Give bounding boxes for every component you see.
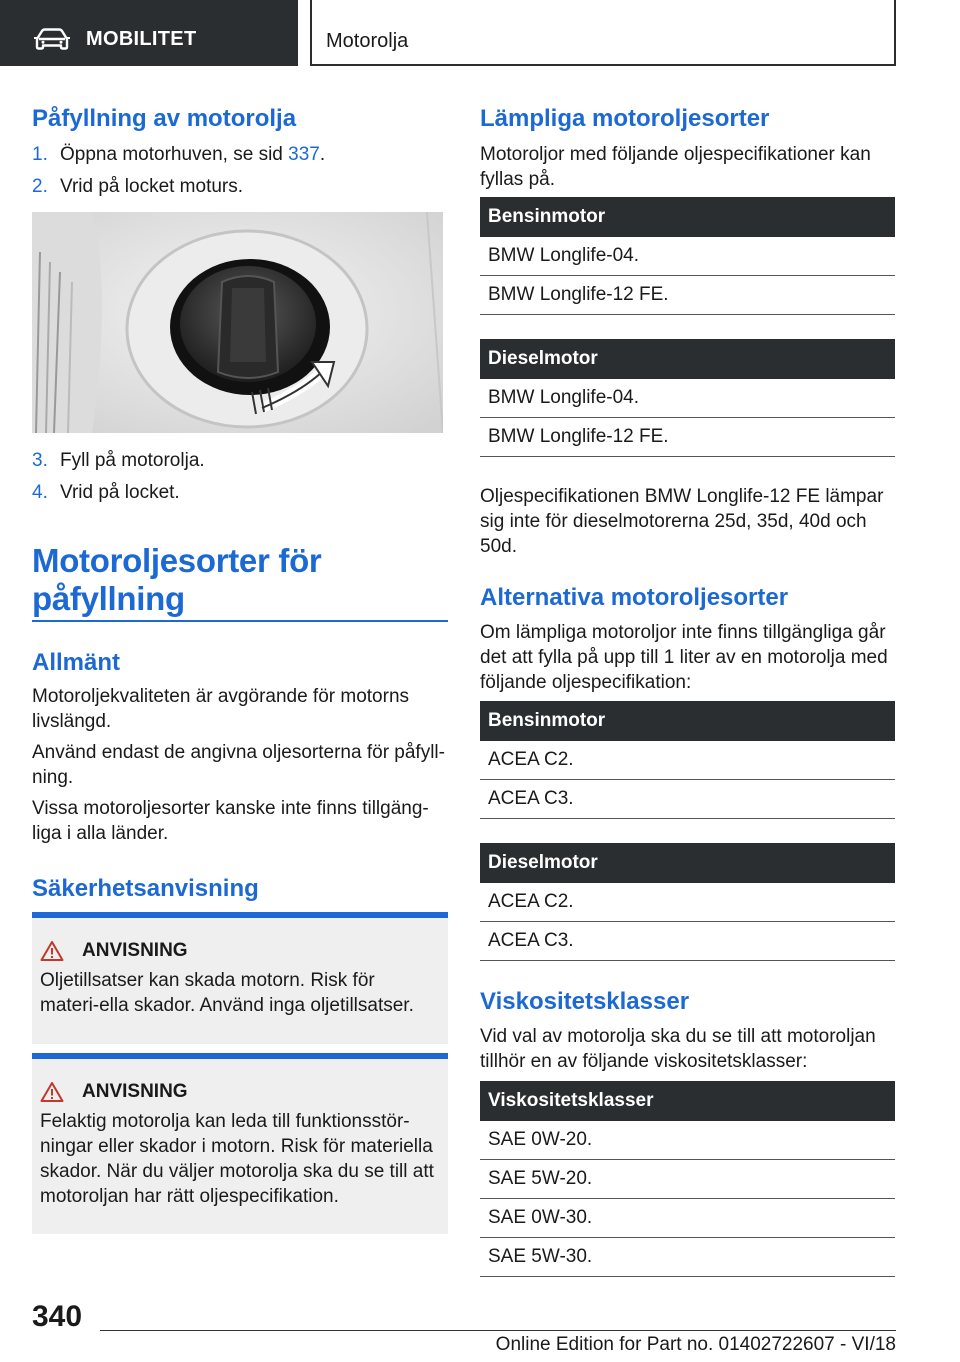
suitable-intro: Motoroljor med följande oljespecifikationer kan fyllas på. bbox=[480, 144, 871, 190]
table-row: BMW Longlife-12 FE. bbox=[480, 276, 895, 315]
table-row: ACEA C2. bbox=[480, 741, 895, 780]
visc-heading: Viskositetsklasser bbox=[480, 988, 690, 1015]
visc-intro: Vid val av motorolja ska du se till att motoroljan tillhör en av följande viskositetsklasser: bbox=[480, 1026, 876, 1072]
table-header: Bensinmotor bbox=[480, 197, 895, 237]
page-number: 340 bbox=[32, 1300, 83, 1333]
list-item: 1. Öppna motorhuven, se sid 337. bbox=[32, 144, 326, 165]
table-header: Dieselmotor bbox=[480, 339, 895, 379]
general-heading: Allmänt bbox=[32, 649, 121, 676]
list-item: 2. Vrid på locket moturs. bbox=[32, 176, 244, 197]
list-item: 3. Fyll på motorolja. bbox=[32, 450, 205, 471]
warning-box bbox=[32, 912, 448, 1044]
warning-title: ANVISNING bbox=[82, 1081, 188, 1102]
table-header: Bensinmotor bbox=[480, 701, 895, 741]
warning-icon bbox=[40, 1081, 64, 1103]
table-row: BMW Longlife-04. bbox=[480, 237, 895, 276]
table-row: BMW Longlife-04. bbox=[480, 379, 895, 418]
section-title: MOBILITET bbox=[86, 28, 197, 50]
alt-table-petrol bbox=[480, 701, 895, 819]
chapter-tab bbox=[310, 0, 896, 66]
chapter-title: Motorolja bbox=[326, 30, 409, 52]
alt-heading: Alternativa motoroljesorter bbox=[480, 584, 789, 611]
spec-table-petrol bbox=[480, 197, 895, 315]
table-row: SAE 0W-30. bbox=[480, 1199, 895, 1238]
footer-divider bbox=[100, 1330, 896, 1331]
table-row: BMW Longlife-12 FE. bbox=[480, 418, 895, 457]
warning-box bbox=[32, 1053, 448, 1234]
table-row: SAE 5W-20. bbox=[480, 1160, 895, 1199]
general-body: Motoroljekvaliteten är avgörande för motorns livslängd. Använd endast de angivna oljesorterna för påfyll-ning. Vissa motoroljesorter kanske inte finns tillgäng-liga i alla länder. bbox=[32, 686, 445, 844]
oil-cap-photo bbox=[32, 212, 443, 433]
warning-title: ANVISNING bbox=[82, 940, 188, 961]
warning-icon bbox=[40, 940, 64, 962]
safety-heading: Säkerhetsanvisning bbox=[32, 875, 259, 902]
steps-list-b bbox=[32, 448, 442, 512]
table-row: ACEA C3. bbox=[480, 922, 895, 961]
list-item: 4. Vrid på locket. bbox=[32, 482, 180, 503]
warning-text: Oljetillsatser kan skada motorn. Risk för materi-ella skador. Använd inga oljetillsatser. bbox=[40, 970, 414, 1016]
spec-note: Oljespecifikationen BMW Longlife-12 FE lämpar sig inte för dieselmotorerna 25d, 35d, 40d och 50d. bbox=[480, 486, 884, 557]
table-row: ACEA C3. bbox=[480, 780, 895, 819]
table-row: ACEA C2. bbox=[480, 883, 895, 922]
footer-edition: Online Edition for Part no. 01402722607 - VI/18 bbox=[495, 1334, 896, 1355]
table-header: Viskositetsklasser bbox=[480, 1081, 895, 1121]
main-heading: Motoroljesorter för påfyllning bbox=[32, 542, 322, 617]
heading-divider bbox=[32, 620, 448, 622]
table-header: Dieselmotor bbox=[480, 843, 895, 883]
section-tab bbox=[0, 0, 298, 66]
visc-table bbox=[480, 1081, 895, 1277]
fill-heading: Påfyllning av motorolja bbox=[32, 105, 297, 132]
spec-table-diesel bbox=[480, 339, 895, 457]
alt-intro: Om lämpliga motoroljor inte finns tillgängliga går det att fylla på upp till 1 liter av en motorolja med följande oljespecifikation: bbox=[480, 622, 888, 693]
page-header bbox=[0, 0, 960, 66]
page-link[interactable]: 337 bbox=[288, 144, 320, 165]
warning-text: Felaktig motorolja kan leda till funktionsstör-ningar eller skador i motorn. Risk för materiella skador. När du väljer motorolja ska du se till att motoroljan har rätt oljespecifikation. bbox=[40, 1111, 434, 1207]
table-row: SAE 5W-30. bbox=[480, 1238, 895, 1277]
alt-table-diesel bbox=[480, 843, 895, 961]
car-icon bbox=[34, 28, 70, 50]
steps-list-a bbox=[32, 142, 442, 206]
suitable-heading: Lämpliga motoroljesorter bbox=[480, 105, 770, 132]
table-row: SAE 0W-20. bbox=[480, 1121, 895, 1160]
